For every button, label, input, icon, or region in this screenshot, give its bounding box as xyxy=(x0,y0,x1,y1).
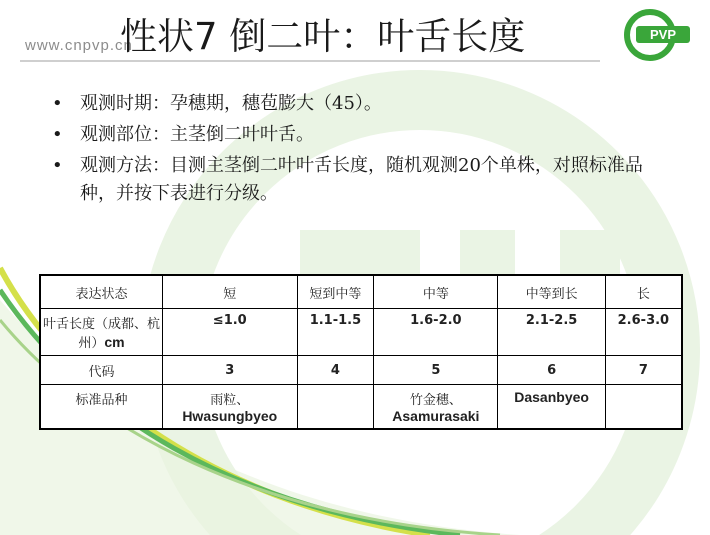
header-divider xyxy=(20,60,600,62)
row-label-text: 叶舌长度（成都、杭州） xyxy=(43,317,161,351)
variety-en: Hwasungbyeo xyxy=(182,408,278,424)
grading-table xyxy=(39,274,683,430)
bullet-text: 观测时期：孕穗期，穗苞膨大（45）。 xyxy=(80,93,382,114)
table-cell: 3 xyxy=(163,356,298,385)
table-cell: 2.6-3.0 xyxy=(605,309,682,356)
table-cell: 4 xyxy=(297,356,374,385)
row-label-unit: cm xyxy=(104,334,125,350)
list-item xyxy=(52,90,662,118)
table-cell: 1.1-1.5 xyxy=(297,309,374,356)
table-cell: 1.6-2.0 xyxy=(374,309,498,356)
table-cell xyxy=(498,385,605,430)
bullet-text: 观测部位：主茎倒二叶叶舌。 xyxy=(80,124,314,145)
table-row xyxy=(40,385,682,430)
table-header-row xyxy=(40,275,682,309)
list-item xyxy=(52,152,662,208)
header-cell: 短 xyxy=(163,275,298,309)
table-cell: 5 xyxy=(374,356,498,385)
site-url: www.cnpvp.cn xyxy=(25,37,133,54)
table-cell xyxy=(163,385,298,430)
header-cell: 中等 xyxy=(374,275,498,309)
row-label-code: 代码 xyxy=(40,356,163,385)
bullet-text: 观测方法：目测主茎倒二叶叶舌长度，随机观测20个单株，对照标准品种，并按下表进行分级。 xyxy=(80,155,643,204)
bullet-icon: • xyxy=(52,155,63,176)
variety-en: Dasanbyeo xyxy=(514,389,589,405)
page-title: 性状7 倒二叶：叶舌长度 xyxy=(120,15,526,58)
row-label-standard-variety: 标准品种 xyxy=(40,385,163,430)
table-row xyxy=(40,309,682,356)
observation-list xyxy=(52,90,662,211)
table-cell xyxy=(297,385,374,430)
table-cell: 7 xyxy=(605,356,682,385)
header-cell: 短到中等 xyxy=(297,275,374,309)
variety-en: Asamurasaki xyxy=(392,408,480,424)
pvp-logo xyxy=(622,9,690,61)
table-cell: 2.1-2.5 xyxy=(498,309,605,356)
table-cell: 6 xyxy=(498,356,605,385)
variety-cn: 竹金穗、 xyxy=(409,393,462,408)
table-row xyxy=(40,356,682,385)
bullet-icon: • xyxy=(52,124,63,145)
list-item xyxy=(52,121,662,149)
table-cell: ≤1.0 xyxy=(163,309,298,356)
table-cell xyxy=(605,385,682,430)
header-cell: 中等到长 xyxy=(498,275,605,309)
header-cell: 表达状态 xyxy=(40,275,163,309)
table-cell xyxy=(374,385,498,430)
row-label-ligule-length xyxy=(40,309,163,356)
bullet-icon: • xyxy=(52,93,63,114)
logo-text: PVP xyxy=(649,27,677,42)
header-cell: 长 xyxy=(605,275,682,309)
variety-cn: 雨粒、 xyxy=(210,393,250,408)
